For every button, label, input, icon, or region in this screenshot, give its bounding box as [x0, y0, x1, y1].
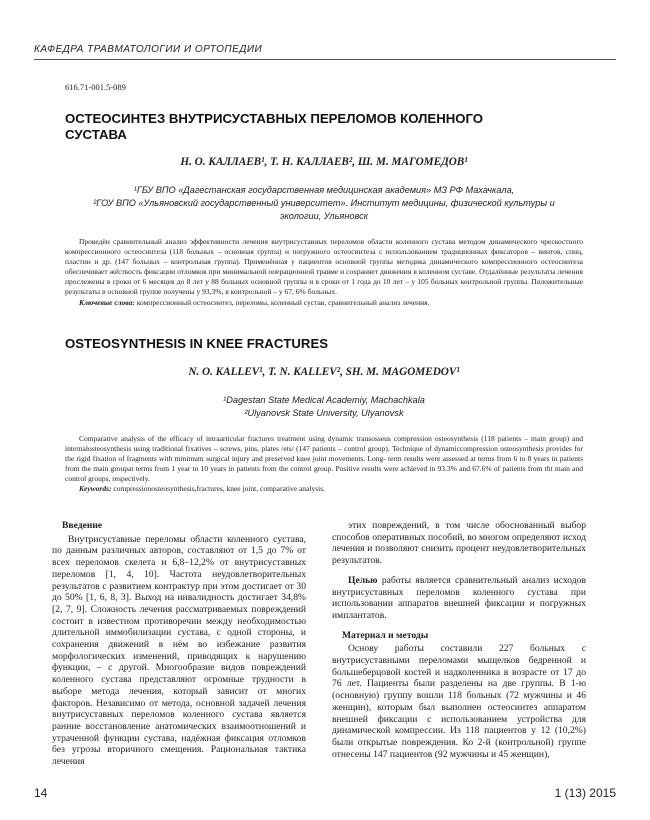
ru-keywords	[65, 298, 583, 308]
en-authors: N. O. KALLEV¹, T. N. KALLEV², SH. M. MAGOMEDOV¹	[188, 366, 460, 378]
en-title: OSTEOSYNTHESIS IN KNEE FRACTURES	[65, 336, 329, 351]
ru-title-line2: СУСТАВА	[65, 127, 127, 142]
ru-keywords-label: Ключевые слова:	[79, 297, 135, 307]
methods-heading: Материал и методы	[342, 629, 429, 641]
right-paragraph-1: этих повреждений, в том числе обоснованный выбор способов оперативных пособий, во многом определяют исход лечения и позволяют снизить процент неудовлетворительных результатов.	[332, 520, 586, 567]
intro-heading: Введение	[62, 520, 103, 531]
ru-affil-3: экологии, Ульяновск	[279, 211, 369, 221]
en-affil-1: ¹Dagestan State Medical Academiy, Machachkala	[223, 395, 425, 405]
page-number: 14	[34, 786, 48, 800]
ru-authors: Н. О. КАЛЛАЕВ¹, Т. Н. КАЛЛАЕВ², Ш. М. МАГОМЕДОВ¹	[180, 156, 468, 168]
spacer	[332, 622, 586, 630]
methods-paragraph: Основу работы составили 227 больных с внутрисуставными переломами мыщелков бедренной и большеберцовой костей и надколенника в возрасте от 17 до 76 лет. Пациенты были разделены на две группы. В 1-ю (основную) группу вошли 118 больных (72 мужчины и 46 женщин), которым был выполнен остеосинтез аппаратом внешней фиксации с использованием устройства для динамической компрессии. Из 118 пациентов у 12 (10,2%) были открытые повреждения. Ко 2-й (контрольной) группе отнесены 147 пациентов (92 мужчины и 45 женщин),	[332, 643, 586, 760]
en-abstract	[65, 434, 583, 495]
en-keywords-text: compressionosteosynthesis,fractures, knee joint, comparative analysis.	[111, 484, 325, 494]
header-rule	[34, 59, 616, 60]
spacer	[332, 567, 586, 575]
goal-word: Целью	[348, 574, 378, 586]
en-keywords-label: Keywords:	[79, 484, 112, 494]
intro-paragraph: Внутрисуставные переломы области коленного сустава, по данным различных авторов, составляют от 1,5 до 7% от всех переломов скелета и 6,8–12,2% от внутрисуставных переломов [1, 4, 10]. Частота неудовлетворительных результатов с развитием контрактур при этом достигает от 30 до 50% [1, 6, 8, 3]. Выход на инвалидность достигает 34,8% [2, 7, 9]. Сложность лечения рассматриваемых повреждений состоит в известном противоречии между необходимостью длительной иммобилизации сустава, с одной стороны, и сохранения движений в нём во избежание развития морфологических изменений, приводящих к нарушению функции, – с другой. Многообразие видов повреждений коленного сустава представляют огромные трудности в выборе метода лечения, который зависит от многих факторов. Независимо от метода, основной задачей лечения внутрисуставных переломов коленного сустава является ранние восстановление анатомических взаимоотношений и утраченной функции сустава, надёжная фиксация отломков без угрозы вторичного смещения. Рациональная тактика лечения	[52, 533, 306, 768]
left-column	[52, 520, 306, 768]
en-abstract-text: Comparative analysis of the efficacy of intraarticular fractures treatment using dynamic transosseus compression osteosynthesis (118 patients – main group) and internalosteosynthesis using traditional fixatives – screws, pins, plates /ets/ (147 patients – control group). Technique of dynamiccompression osteosynthesis provides for the rigid fixation of fragments with minimum surgical injury and preserved knee joint movements. Long- term results were assessed at terms from 6 to 8 years in patients from the main groupat terms from 1 year to 10 years in patients from the control group. Positive results were achieved in 93.3% and 67.6% of patients from tht main and control groups, respectively.	[65, 434, 583, 484]
ru-abstract-text: Проведён сравнительный анализ эффективности лечения внутрисуставных переломов области коленного сустава методом динамического чрескостного компрессионного остеосинтеза (118 больных – основная группа) и погружного остеосинтеза с использованием традиционных фиксаторов – винтов, спиц, пластин и др. (147 больных – контрольная группа). Применённая у пациентов основной группы методика динамического компрессионного остеосинтеза обеспечивает жёсткость фиксации отломков при минимальной операционной травме и сохраняет движения в коленном суставе. Отдалённые результаты лечения прослежены в сроки от 6 месяцев до 8 лет у 88 больных основной группы и в сроки от 1 года до 10 лет – у 105 больных контрольной группы. Положительные результаты в основной группе получены у 93,3%, в контрольной – у 67, 6% больных.	[65, 237, 583, 297]
ru-keywords-text: компрессионный остеосинтез, переломы, коленный сустав, сравнительный анализ лечения.	[134, 297, 430, 307]
ru-title-line1: ОСТЕОСИНТЕЗ ВНУТРИСУСТАВНЫХ ПЕРЕЛОМОВ КОЛЕННОГО	[65, 111, 484, 126]
running-header: КАФЕДРА ТРАВМАТОЛОГИИ И ОРТОПЕДИИ	[34, 44, 263, 55]
ru-affil-2: ²ГОУ ВПО «Ульяновский государственный университет». Институт медицины, физической культуры и	[93, 198, 555, 208]
en-affiliations	[65, 394, 583, 420]
ru-abstract	[65, 237, 583, 308]
goal-paragraph	[332, 575, 586, 622]
ru-affiliations	[65, 184, 583, 223]
issue-number: 1 (13) 2015	[554, 786, 616, 800]
goal-text: работы является сравнительный анализ исходов внутрисуставных переломов коленного сустава при использовании аппаратов внешней фиксации и погружных имплантатов.	[332, 574, 586, 621]
en-affil-2: ²Ulyanovsk State University, Ulyanovsk	[244, 408, 404, 418]
right-column	[332, 520, 586, 760]
ru-affil-1: ¹ГБУ ВПО «Дагестанская государственная медицинская академия» МЗ РФ Махачкала,	[133, 185, 515, 195]
udc-code: 616.71-001.5-089	[65, 82, 126, 92]
en-keywords	[65, 484, 583, 494]
